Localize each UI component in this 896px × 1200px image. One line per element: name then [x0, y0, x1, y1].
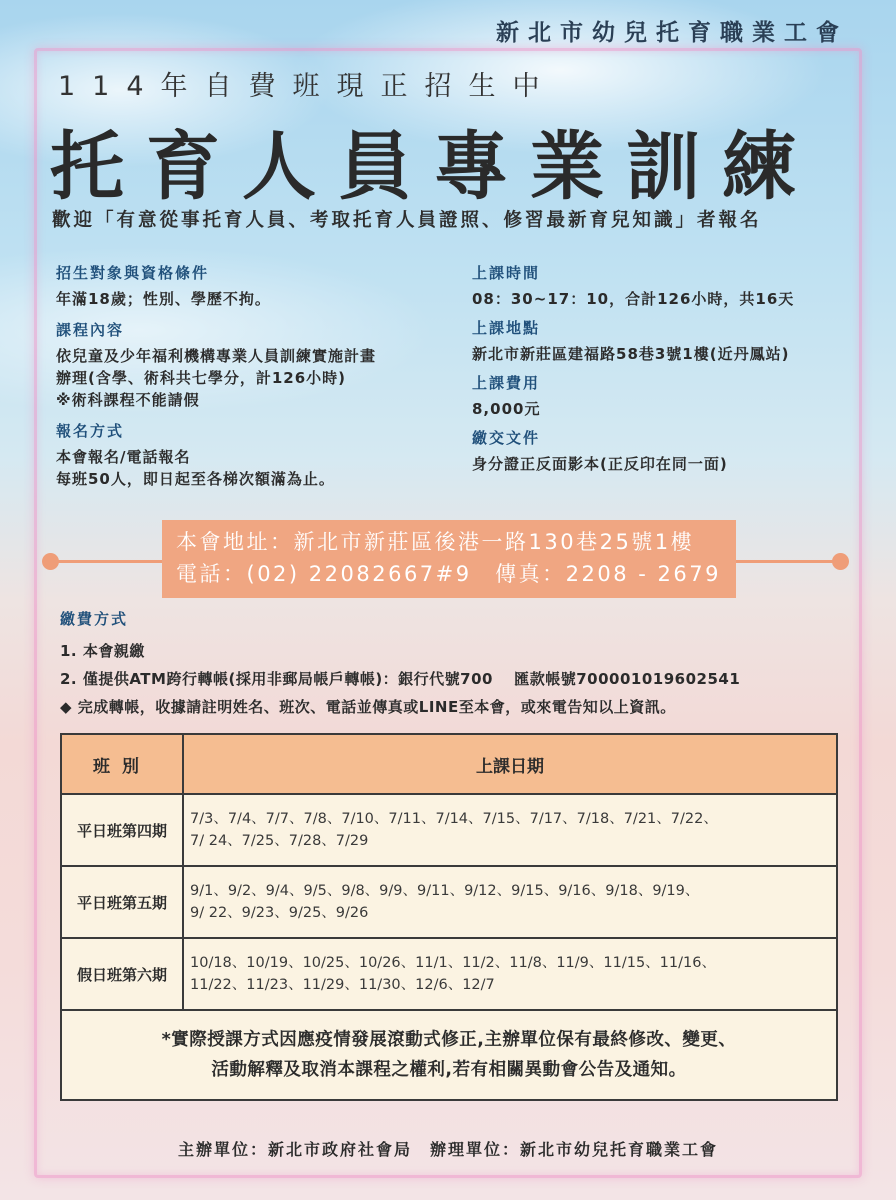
section-line: 依兒童及少年福利機構專業人員訓練實施計畫: [56, 347, 377, 365]
dates-line: 7/ 24、7/25、7/28、7/29: [190, 833, 369, 849]
divider-dot-right: [832, 553, 849, 570]
payment-section: [60, 608, 850, 721]
payment-line: ◆ 完成轉帳，收據請註明姓名、班次、電話並傳真或LINE至本會，或來電告知以上資訊。: [60, 698, 676, 716]
contact-box: [162, 520, 736, 598]
table-header-row: [61, 734, 837, 794]
section-line: 08：30~17：10，合計126小時，共16天: [472, 290, 795, 308]
section-heading: 繳交文件: [472, 429, 541, 447]
schedule-table: [60, 733, 838, 1101]
info-right-column: [472, 262, 852, 482]
organization-name: 新北市幼兒托育職業工會: [496, 20, 848, 46]
table-note: [61, 1010, 837, 1100]
payment-line: 2. 僅提供ATM跨行轉帳(採用非郵局帳戶轉帳)：銀行代號700 匯款帳號700001019602541: [60, 670, 741, 688]
table-row: [61, 938, 837, 1010]
header-class: 班別: [61, 734, 183, 794]
note-line: 活動解釋及取消本課程之權利,若有相關異動會公告及通知。: [211, 1060, 687, 1080]
divider-dot-left: [42, 553, 59, 570]
section-documents: [472, 427, 852, 475]
dates-line: 9/1、9/2、9/4、9/5、9/8、9/9、9/11、9/12、9/15、9/16、9/18、9/19、: [190, 883, 700, 899]
section-heading: 上課時間: [472, 264, 541, 282]
table-note-row: [61, 1010, 837, 1100]
class-name: 假日班第六期: [61, 938, 183, 1010]
class-dates: [183, 794, 837, 866]
section-heading: 課程內容: [56, 321, 125, 339]
phone-fax-text: 電話：(02) 22082667#9 傳真：2208 - 2679: [176, 562, 721, 586]
section-line: 身分證正反面影本(正反印在同一面): [472, 455, 728, 473]
welcome-text: 歡迎「有意從事托育人員、考取托育人員證照、修習最新育兒知識」者報名: [52, 210, 762, 231]
section-line: ※術科課程不能請假: [56, 391, 200, 409]
section-line: 年滿18歲；性別、學歷不拘。: [56, 290, 271, 308]
footer-organizers: 主辦單位：新北市政府社會局 辦理單位：新北市幼兒托育職業工會: [177, 1140, 718, 1159]
address-text: 本會地址：新北市新莊區後港一路130巷25號1樓: [176, 530, 695, 554]
section-registration: [56, 420, 466, 490]
note-line: *實際授課方式因應疫情發展滾動式修正,主辦單位保有最終修改、變更、: [161, 1030, 737, 1050]
dates-line: 7/3、7/4、7/7、7/8、7/10、7/11、7/14、7/15、7/17、7/18、7/21、7/22、: [190, 811, 718, 827]
payment-heading: 繳費方式: [60, 610, 129, 628]
page-title: 托育人員專業訓練: [50, 124, 818, 210]
class-dates: [183, 866, 837, 938]
table-row: [61, 794, 837, 866]
section-course-content: [56, 319, 466, 411]
section-location: [472, 317, 852, 365]
section-line: 8,000元: [472, 400, 541, 418]
section-line: 本會報名/電話報名: [56, 448, 191, 466]
section-heading: 上課地點: [472, 319, 541, 337]
section-fee: [472, 372, 852, 420]
class-dates: [183, 938, 837, 1010]
info-left-column: [56, 262, 466, 499]
class-name: 平日班第五期: [61, 866, 183, 938]
section-line: 每班50人，即日起至各梯次額滿為止。: [56, 470, 335, 488]
section-heading: 招生對象與資格條件: [56, 264, 210, 282]
section-eligibility: [56, 262, 466, 310]
dates-line: 9/ 22、9/23、9/25、9/26: [190, 905, 369, 921]
table-row: [61, 866, 837, 938]
payment-line: 1. 本會親繳: [60, 642, 145, 660]
class-name: 平日班第四期: [61, 794, 183, 866]
dates-line: 10/18、10/19、10/25、10/26、11/1、11/2、11/8、11/9、11/15、11/16、: [190, 955, 716, 971]
section-heading: 報名方式: [56, 422, 125, 440]
header-dates: 上課日期: [183, 734, 837, 794]
dates-line: 11/22、11/23、11/29、11/30、12/6、12/7: [190, 977, 495, 993]
section-line: 辦理(含學、術科共七學分，計126小時): [56, 369, 347, 387]
section-line: 新北市新莊區建福路58巷3號1樓(近丹鳳站): [472, 345, 790, 363]
subtitle: 114年自費班現正招生中: [58, 71, 557, 102]
section-class-time: [472, 262, 852, 310]
section-heading: 上課費用: [472, 374, 541, 392]
